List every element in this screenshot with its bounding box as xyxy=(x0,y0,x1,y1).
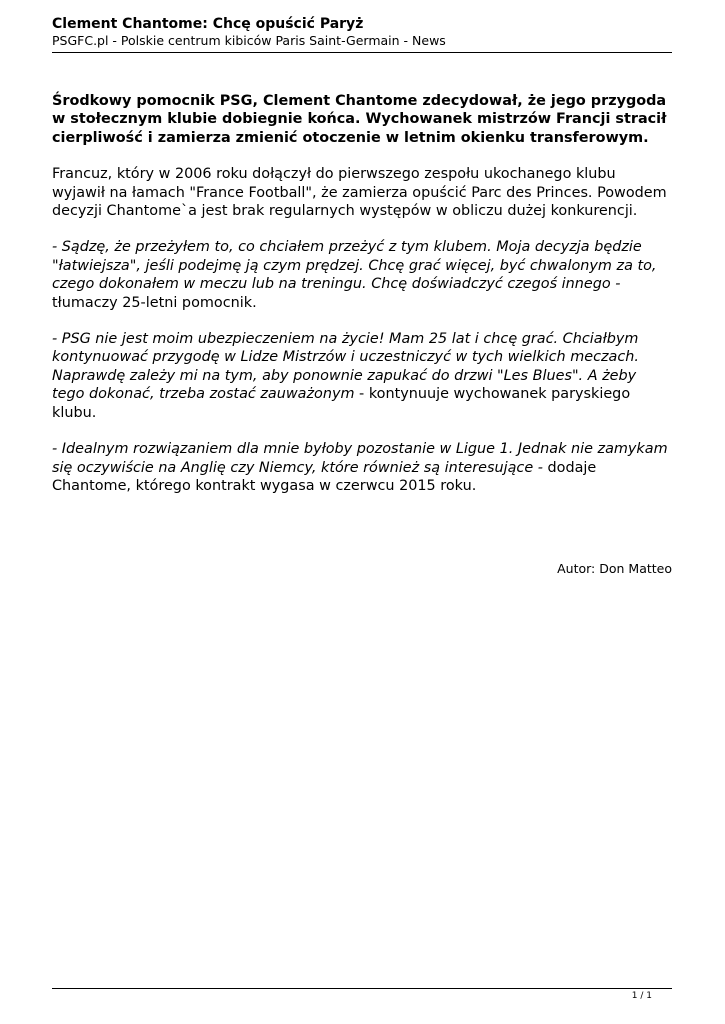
article-quote-paragraph-3 xyxy=(52,440,672,495)
article-quote-paragraph-2 xyxy=(52,330,672,422)
document-title: Clement Chantome: Chcę opuścić Paryż xyxy=(52,16,364,32)
header-divider xyxy=(52,52,672,53)
quote-text-1: - Sądzę, że przeżyłem to, co chciałem przeżyć z tym klubem. Moja decyzja będzie "łatwiejsza", jeśli podejmę ją czym prędzej. Chcę grać więcej, być chwalonym za to, czego dokonałem w meczu lub na treningu. Chcę doświadczyć czegoś innego - xyxy=(52,239,657,293)
quote-attribution-3: dodaje Chantome, którego kontrakt wygasa w czerwcu 2015 roku. xyxy=(52,459,597,494)
page-number: 1 / 1 xyxy=(631,991,652,1001)
article-quote-paragraph-1 xyxy=(52,238,672,312)
quote-attribution-1: tłumaczy 25-letni pomocnik. xyxy=(52,294,257,311)
article-body xyxy=(52,92,672,513)
quote-text-3: - Idealnym rozwiązaniem dla mnie byłoby pozostanie w Ligue 1. Jednak nie zamykam się oczywiście na Anglię czy Niemcy, które również są interesujące - xyxy=(52,441,668,476)
article-author: Autor: Don Matteo xyxy=(557,561,672,576)
footer-divider xyxy=(52,988,672,989)
quote-text-2: - PSG nie jest moim ubezpieczeniem na życie! Mam 25 lat i chcę grać. Chciałbym kontynuować przygodę w Lidze Mistrzów i uczestniczyć w tych wielkich meczach. Naprawdę zależy mi na tym, aby ponownie zapukać do drzwi "Les Blues". A żeby tego dokonać, trzeba zostać zauważonym xyxy=(52,331,639,403)
article-paragraph: Francuz, który w 2006 roku dołączył do pierwszego zespołu ukochanego klubu wyjawił na łamach "France Football", że zamierza opuścić Parc des Princes. Powodem decyzji Chantome`a jest brak regularnych występów w obliczu dużej konkurencji. xyxy=(52,166,667,220)
article-lead: Środkowy pomocnik PSG, Clement Chantome zdecydował, że jego przygoda w stołecznym klubie dobiegnie końca. Wychowanek mistrzów Francji stracił cierpliwość i zamierza zmienić otoczenie w letnim okienku transferowym. xyxy=(52,93,667,146)
document-header xyxy=(52,15,672,49)
quote-attribution-2: - kontynuuje wychowanek paryskiego klubu. xyxy=(52,386,631,421)
document-subtitle: PSGFC.pl - Polskie centrum kibiców Paris Saint-Germain - News xyxy=(52,33,446,48)
